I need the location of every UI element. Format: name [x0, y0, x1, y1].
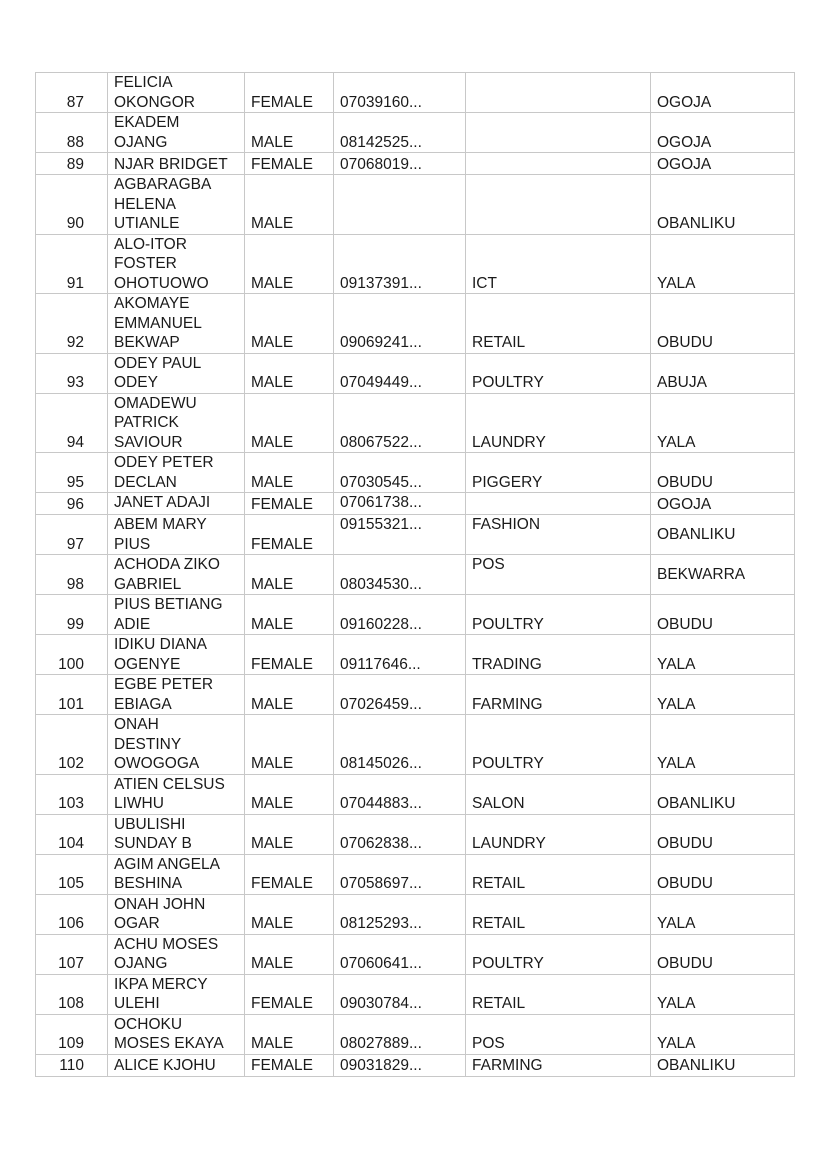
- table-row: [36, 453, 795, 493]
- location-cell: OGOJA: [651, 493, 795, 515]
- serial-number-cell: 91: [36, 234, 108, 294]
- name-cell: OCHOKU MOSES EKAYA: [108, 1014, 245, 1054]
- trade-cell: PIGGERY: [466, 453, 651, 493]
- serial-number-cell: 107: [36, 934, 108, 974]
- table-row: [36, 113, 795, 153]
- gender-cell: MALE: [245, 595, 334, 635]
- table-row: [36, 675, 795, 715]
- gender-cell: MALE: [245, 294, 334, 354]
- location-cell: OGOJA: [651, 73, 795, 113]
- location-cell: OGOJA: [651, 113, 795, 153]
- table-row: [36, 635, 795, 675]
- name-cell: OMADEWU PATRICK SAVIOUR: [108, 393, 245, 453]
- gender-cell: MALE: [245, 353, 334, 393]
- name-cell: ONAH JOHN OGAR: [108, 894, 245, 934]
- location-cell: YALA: [651, 234, 795, 294]
- name-cell: ALICE KJOHU: [108, 1054, 245, 1076]
- name-cell: IKPA MERCY ULEHI: [108, 974, 245, 1014]
- table-row: [36, 974, 795, 1014]
- table-row: [36, 493, 795, 515]
- table-row: [36, 774, 795, 814]
- location-cell: OBANLIKU: [651, 175, 795, 235]
- location-cell: OBANLIKU: [651, 1054, 795, 1076]
- trade-cell: POULTRY: [466, 595, 651, 635]
- name-cell: JANET ADAJI: [108, 493, 245, 515]
- gender-cell: MALE: [245, 774, 334, 814]
- serial-number-cell: 102: [36, 715, 108, 775]
- phone-cell: 09031829...: [334, 1054, 466, 1076]
- phone-cell: 09030784...: [334, 974, 466, 1014]
- gender-cell: MALE: [245, 453, 334, 493]
- trade-cell: ICT: [466, 234, 651, 294]
- gender-cell: MALE: [245, 1014, 334, 1054]
- trade-cell: FARMING: [466, 1054, 651, 1076]
- table-row: [36, 294, 795, 354]
- serial-number-cell: 96: [36, 493, 108, 515]
- name-cell: ODEY PETER DECLAN: [108, 453, 245, 493]
- gender-cell: FEMALE: [245, 635, 334, 675]
- table-row: [36, 555, 795, 595]
- location-cell: YALA: [651, 974, 795, 1014]
- phone-cell: 09160228...: [334, 595, 466, 635]
- serial-number-cell: 103: [36, 774, 108, 814]
- location-cell: OBUDU: [651, 814, 795, 854]
- phone-cell: 08067522...: [334, 393, 466, 453]
- table-row: [36, 175, 795, 235]
- table-row: [36, 595, 795, 635]
- trade-cell: [466, 493, 651, 515]
- name-cell: ONAH DESTINY OWOGOGA: [108, 715, 245, 775]
- serial-number-cell: 101: [36, 675, 108, 715]
- table-row: [36, 153, 795, 175]
- phone-cell: 08145026...: [334, 715, 466, 775]
- phone-cell: 09155321...: [334, 515, 466, 555]
- gender-cell: MALE: [245, 715, 334, 775]
- name-cell: AGBARAGBA HELENA UTIANLE: [108, 175, 245, 235]
- phone-cell: 08027889...: [334, 1014, 466, 1054]
- location-cell: ABUJA: [651, 353, 795, 393]
- gender-cell: MALE: [245, 814, 334, 854]
- name-cell: PIUS BETIANG ADIE: [108, 595, 245, 635]
- phone-cell: [334, 175, 466, 235]
- table-row: [36, 715, 795, 775]
- phone-cell: 08034530...: [334, 555, 466, 595]
- table-row: [36, 353, 795, 393]
- gender-cell: MALE: [245, 393, 334, 453]
- name-cell: FELICIA OKONGOR: [108, 73, 245, 113]
- trade-cell: POS: [466, 1014, 651, 1054]
- gender-cell: FEMALE: [245, 73, 334, 113]
- table-row: [36, 854, 795, 894]
- trade-cell: [466, 73, 651, 113]
- serial-number-cell: 93: [36, 353, 108, 393]
- table-row: [36, 894, 795, 934]
- name-cell: ODEY PAUL ODEY: [108, 353, 245, 393]
- serial-number-cell: 90: [36, 175, 108, 235]
- phone-cell: 07061738...: [334, 493, 466, 515]
- gender-cell: FEMALE: [245, 854, 334, 894]
- gender-cell: FEMALE: [245, 153, 334, 175]
- phone-cell: 07039160...: [334, 73, 466, 113]
- table-row: [36, 73, 795, 113]
- trade-cell: [466, 153, 651, 175]
- phone-cell: 07049449...: [334, 353, 466, 393]
- phone-cell: 07030545...: [334, 453, 466, 493]
- trade-cell: SALON: [466, 774, 651, 814]
- gender-cell: FEMALE: [245, 974, 334, 1014]
- serial-number-cell: 108: [36, 974, 108, 1014]
- table-row: [36, 234, 795, 294]
- phone-cell: 08125293...: [334, 894, 466, 934]
- trade-cell: FARMING: [466, 675, 651, 715]
- gender-cell: MALE: [245, 894, 334, 934]
- name-cell: IDIKU DIANA OGENYE: [108, 635, 245, 675]
- trade-cell: LAUNDRY: [466, 814, 651, 854]
- name-cell: AGIM ANGELA BESHINA: [108, 854, 245, 894]
- trade-cell: POULTRY: [466, 353, 651, 393]
- location-cell: YALA: [651, 635, 795, 675]
- location-cell: OBANLIKU: [651, 774, 795, 814]
- location-cell: BEKWARRA: [651, 555, 795, 595]
- name-cell: EKADEM OJANG: [108, 113, 245, 153]
- name-cell: ALO-ITOR FOSTER OHOTUOWO: [108, 234, 245, 294]
- gender-cell: MALE: [245, 555, 334, 595]
- trade-cell: [466, 175, 651, 235]
- phone-cell: 09069241...: [334, 294, 466, 354]
- serial-number-cell: 105: [36, 854, 108, 894]
- phone-cell: 07026459...: [334, 675, 466, 715]
- serial-number-cell: 104: [36, 814, 108, 854]
- trade-cell: FASHION: [466, 515, 651, 555]
- serial-number-cell: 106: [36, 894, 108, 934]
- location-cell: YALA: [651, 1014, 795, 1054]
- phone-cell: 08142525...: [334, 113, 466, 153]
- location-cell: OBANLIKU: [651, 515, 795, 555]
- location-cell: YALA: [651, 675, 795, 715]
- serial-number-cell: 89: [36, 153, 108, 175]
- table-row: [36, 934, 795, 974]
- serial-number-cell: 88: [36, 113, 108, 153]
- gender-cell: MALE: [245, 934, 334, 974]
- name-cell: ATIEN CELSUS LIWHU: [108, 774, 245, 814]
- phone-cell: 07062838...: [334, 814, 466, 854]
- phone-cell: 09137391...: [334, 234, 466, 294]
- location-cell: OBUDU: [651, 595, 795, 635]
- gender-cell: MALE: [245, 113, 334, 153]
- name-cell: ACHODA ZIKO GABRIEL: [108, 555, 245, 595]
- name-cell: NJAR BRIDGET: [108, 153, 245, 175]
- name-cell: ACHU MOSES OJANG: [108, 934, 245, 974]
- serial-number-cell: 99: [36, 595, 108, 635]
- serial-number-cell: 97: [36, 515, 108, 555]
- gender-cell: FEMALE: [245, 515, 334, 555]
- location-cell: YALA: [651, 894, 795, 934]
- serial-number-cell: 94: [36, 393, 108, 453]
- trade-cell: RETAIL: [466, 894, 651, 934]
- location-cell: OBUDU: [651, 934, 795, 974]
- trade-cell: TRADING: [466, 635, 651, 675]
- table-row: [36, 1014, 795, 1054]
- gender-cell: FEMALE: [245, 493, 334, 515]
- phone-cell: 07058697...: [334, 854, 466, 894]
- trade-cell: RETAIL: [466, 974, 651, 1014]
- trade-cell: POS: [466, 555, 651, 595]
- trade-cell: LAUNDRY: [466, 393, 651, 453]
- phone-cell: 07044883...: [334, 774, 466, 814]
- table-body: [36, 73, 795, 1077]
- gender-cell: MALE: [245, 175, 334, 235]
- beneficiary-table: [35, 72, 795, 1077]
- trade-cell: POULTRY: [466, 715, 651, 775]
- location-cell: YALA: [651, 393, 795, 453]
- table-row: [36, 814, 795, 854]
- trade-cell: [466, 113, 651, 153]
- location-cell: OBUDU: [651, 294, 795, 354]
- location-cell: OBUDU: [651, 453, 795, 493]
- name-cell: ABEM MARY PIUS: [108, 515, 245, 555]
- serial-number-cell: 110: [36, 1054, 108, 1076]
- location-cell: OGOJA: [651, 153, 795, 175]
- trade-cell: RETAIL: [466, 294, 651, 354]
- serial-number-cell: 92: [36, 294, 108, 354]
- gender-cell: FEMALE: [245, 1054, 334, 1076]
- serial-number-cell: 98: [36, 555, 108, 595]
- serial-number-cell: 100: [36, 635, 108, 675]
- trade-cell: POULTRY: [466, 934, 651, 974]
- name-cell: EGBE PETER EBIAGA: [108, 675, 245, 715]
- serial-number-cell: 87: [36, 73, 108, 113]
- table-row: [36, 515, 795, 555]
- trade-cell: RETAIL: [466, 854, 651, 894]
- phone-cell: 07068019...: [334, 153, 466, 175]
- location-cell: YALA: [651, 715, 795, 775]
- serial-number-cell: 109: [36, 1014, 108, 1054]
- gender-cell: MALE: [245, 234, 334, 294]
- phone-cell: 09117646...: [334, 635, 466, 675]
- serial-number-cell: 95: [36, 453, 108, 493]
- name-cell: AKOMAYE EMMANUEL BEKWAP: [108, 294, 245, 354]
- table-row: [36, 1054, 795, 1076]
- gender-cell: MALE: [245, 675, 334, 715]
- name-cell: UBULISHI SUNDAY B: [108, 814, 245, 854]
- phone-cell: 07060641...: [334, 934, 466, 974]
- table-row: [36, 393, 795, 453]
- location-cell: OBUDU: [651, 854, 795, 894]
